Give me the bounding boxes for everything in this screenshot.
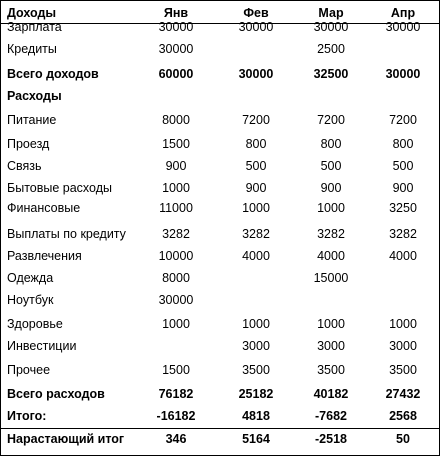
header-label: Доходы [7, 6, 57, 20]
table-row [1, 198, 439, 218]
table-row [1, 428, 439, 449]
row-label: Финансовые [7, 201, 81, 215]
row-value: 27432 [385, 387, 421, 401]
row-value: 2568 [389, 409, 417, 423]
row-value: 3500 [317, 363, 345, 377]
row-value: 3250 [389, 201, 417, 215]
row-label: Зарплата [7, 20, 62, 34]
row-value: 15000 [313, 271, 349, 285]
row-value: 7200 [389, 113, 417, 127]
row-label: Расходы [7, 89, 62, 103]
row-label: Кредиты [7, 42, 57, 56]
table-row [1, 134, 439, 154]
row-value [363, 290, 440, 310]
row-label: Всего расходов [7, 387, 105, 401]
table-row [1, 39, 439, 59]
row-value: 30000 [158, 20, 194, 34]
table-row [1, 178, 439, 198]
row-label: Бытовые расходы [7, 181, 112, 195]
month-mar: Мар [318, 6, 344, 20]
row-value: 4000 [242, 249, 270, 263]
row-label: Здоровье [7, 317, 63, 331]
row-value: 4000 [389, 249, 417, 263]
row-value: 1500 [162, 137, 190, 151]
row-value: 1500 [162, 363, 190, 377]
row-value: 4000 [317, 249, 345, 263]
row-value [363, 39, 440, 59]
row-value [136, 86, 216, 106]
row-value: -2518 [315, 432, 347, 446]
row-value: 500 [320, 159, 342, 173]
row-value: 4818 [242, 409, 270, 423]
row-value: 7200 [242, 113, 270, 127]
row-value: 800 [320, 137, 342, 151]
row-value [136, 336, 216, 356]
table-row [1, 64, 439, 84]
table-row [1, 290, 439, 310]
row-value: 3282 [389, 227, 417, 241]
table-row [1, 224, 439, 244]
row-value: 900 [392, 181, 414, 195]
row-value [216, 39, 296, 59]
table-row [1, 268, 439, 288]
table-row [1, 336, 439, 356]
table-row [1, 246, 439, 266]
row-label: Итого: [7, 409, 47, 423]
table-row [1, 110, 439, 130]
row-label: Проезд [7, 137, 50, 151]
month-apr: Апр [390, 6, 416, 20]
row-value: 500 [392, 159, 414, 173]
row-value: 30000 [385, 67, 421, 81]
row-value [363, 86, 440, 106]
table-row [1, 17, 439, 37]
row-value: 3500 [242, 363, 270, 377]
row-value: 3282 [242, 227, 270, 241]
row-value: 30000 [385, 20, 421, 34]
row-value: 900 [320, 181, 342, 195]
row-value: 10000 [158, 249, 194, 263]
row-value: 1000 [242, 317, 270, 331]
row-value: 40182 [313, 387, 349, 401]
row-label: Развлечения [7, 249, 82, 263]
row-value: -16182 [156, 409, 196, 423]
row-value: 900 [245, 181, 267, 195]
row-value: 8000 [162, 271, 190, 285]
row-value [216, 290, 296, 310]
row-value: 7200 [317, 113, 345, 127]
row-value: 25182 [238, 387, 274, 401]
table-row [1, 314, 439, 334]
row-value: 500 [245, 159, 267, 173]
row-value: 30000 [238, 67, 274, 81]
row-value: 1000 [317, 317, 345, 331]
row-label: Нарастающий итог [7, 432, 125, 446]
row-label: Одежда [7, 271, 54, 285]
row-value: 3282 [317, 227, 345, 241]
row-value: 50 [396, 432, 410, 446]
row-label: Инвестиции [7, 339, 77, 353]
row-value: 3000 [242, 339, 270, 353]
row-value: 30000 [158, 42, 194, 56]
row-value: 2500 [317, 42, 345, 56]
table-row [1, 86, 439, 106]
month-feb: Фев [243, 6, 269, 20]
row-value: 60000 [158, 67, 194, 81]
row-value: 900 [165, 159, 187, 173]
row-value: 1000 [389, 317, 417, 331]
table-row [1, 360, 439, 380]
row-value: 30000 [238, 20, 274, 34]
row-label: Питание [7, 113, 57, 127]
row-value: 1000 [242, 201, 270, 215]
table-row [1, 156, 439, 176]
row-value: 11000 [159, 201, 193, 215]
row-value: 1000 [162, 317, 190, 331]
row-value: 30000 [158, 293, 194, 307]
month-jan: Янв [163, 6, 189, 20]
row-label: Связь [7, 159, 42, 173]
row-value: -7682 [315, 409, 347, 423]
row-value: 32500 [313, 67, 349, 81]
row-label: Прочее [7, 363, 51, 377]
row-value [291, 290, 371, 310]
row-value: 346 [165, 432, 187, 446]
row-value [363, 268, 440, 288]
row-value: 3000 [389, 339, 417, 353]
table-row [1, 384, 439, 404]
row-value: 3282 [162, 227, 190, 241]
row-label: Выплаты по кредиту [7, 227, 126, 241]
row-label: Всего доходов [7, 67, 99, 81]
table-row [1, 406, 439, 426]
row-value: 3000 [317, 339, 345, 353]
row-value: 8000 [162, 113, 190, 127]
row-value: 5164 [242, 432, 270, 446]
row-label: Ноутбук [7, 293, 54, 307]
row-value [291, 86, 371, 106]
row-value: 1000 [317, 201, 345, 215]
row-value: 76182 [158, 387, 194, 401]
row-value: 800 [392, 137, 414, 151]
row-value: 1000 [162, 181, 190, 195]
row-value: 800 [245, 137, 267, 151]
row-value [216, 86, 296, 106]
row-value: 30000 [313, 20, 349, 34]
row-value: 3500 [389, 363, 417, 377]
row-value [216, 268, 296, 288]
